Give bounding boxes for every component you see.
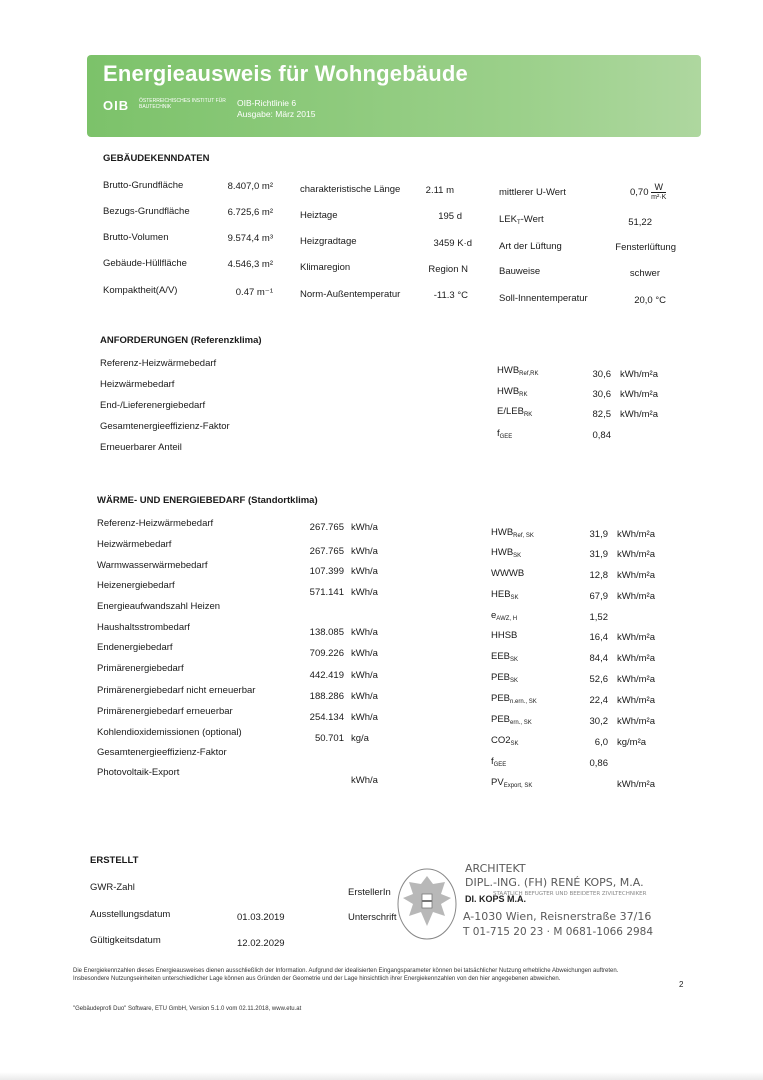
waerme-row-value: 442.419 — [309, 670, 344, 681]
kennwert-value: 84,4 — [589, 653, 608, 664]
kennwert-symbol: $PEB_{n.ern., SK}$ — [491, 693, 537, 705]
kennwert-symbol: $HWB_{RK}$ — [497, 386, 528, 398]
waerme-row-label: Primärenergiebedarf erneuerbar — [97, 706, 233, 717]
kenndaten-value: 20,0 °C — [634, 295, 666, 306]
kennwert-value: 31,9 — [589, 529, 608, 540]
kenndaten-value: 6.725,6 m² — [227, 207, 273, 218]
kenndaten-value: 3459 K·d — [433, 238, 472, 249]
stamp-line: STAATLICH BEFUGTER UND BEEIDETER ZIVILTECHNIKER — [493, 891, 647, 897]
waerme-row-label: Energieaufwandszahl Heizen — [97, 601, 221, 612]
lek-label: $LEK_T$-Wert — [499, 214, 544, 226]
stamp-line: T 01-715 20 23 · M 0681-1066 2984 — [463, 926, 654, 938]
kenndaten-value: 0,70 — [630, 187, 649, 199]
kenndaten-label: Gebäude-Hüllfläche — [103, 258, 187, 269]
u-wert-unit — [651, 183, 666, 202]
waerme-row-unit: kWh/a — [351, 775, 378, 786]
u-wert-value — [630, 183, 666, 202]
kennwert-unit: kWh/m²a — [620, 409, 658, 420]
kenndaten-label: Klimaregion — [300, 262, 351, 273]
kennwert-unit: kWh/m²a — [617, 653, 655, 664]
kenndaten-label: Norm-Außentemperatur — [300, 289, 401, 300]
kennwert-symbol: $PEB_{SK}$ — [491, 672, 519, 684]
kenndaten-label: Heizgradtage — [300, 236, 357, 247]
waerme-row-unit: kWh/a — [351, 546, 378, 557]
waerme-row-label: Endenergiebedarf — [97, 642, 173, 653]
kennwert-unit: kg/m²a — [617, 737, 647, 748]
waerme-row-unit: kWh/a — [351, 691, 378, 702]
disclaimer-text: Die Energiekennzahlen dieses Energieausweises dienen ausschließlich der Information. Aufgrund der idealisierten Eingangsparameter können bei tatsächlicher Nutzung erhebliche Abweichungen auftreten. Insbesondere Nutzungseinheiten unterschiedlicher Lage können aus Gründen der Geometrie und der Lage hinsichtlich ihrer Energiekennzahlen von den hier angegebenen abweichen. — [73, 968, 619, 982]
waerme-row-value: 50.701 — [314, 733, 344, 744]
kennwert-symbol: $EEB_{SK}$ — [491, 651, 519, 663]
eagle-coat-of-arms-icon — [395, 864, 459, 942]
u-wert-unit-den: m²·K — [651, 194, 667, 201]
kenndaten-label: Brutto-Volumen — [103, 232, 169, 243]
anforderung-label: Heizwärmebedarf — [100, 379, 175, 390]
waerme-row-label: Primärenergiebedarf nicht erneuerbar — [97, 685, 256, 696]
waerme-row-label: Referenz-Heizwärmebedarf — [97, 518, 214, 529]
stamp-line: DIPL.-ING. (FH) RENÉ KOPS, M.A. — [465, 876, 644, 889]
kenndaten-value: -11.3 °C — [433, 290, 468, 301]
kennwert-unit: kWh/m²a — [617, 695, 655, 706]
kennwert-value: 16,4 — [589, 632, 608, 643]
richtlinie-text: OIB-Richtlinie 6 — [237, 98, 297, 108]
section-heading-kenndaten: GEBÄUDEKENNDATEN — [103, 153, 210, 164]
waerme-row-value: 571.141 — [309, 587, 344, 598]
kenndaten-value: schwer — [629, 268, 660, 279]
kennwert-unit: kWh/m²a — [617, 570, 655, 581]
waerme-row-label: Haushaltsstrombedarf — [97, 622, 190, 633]
anforderung-label: Referenz-Heizwärmebedarf — [100, 358, 217, 369]
waerme-row-value: 188.286 — [309, 691, 344, 702]
kennwert-unit: kWh/m²a — [620, 369, 658, 380]
header-banner — [87, 55, 701, 137]
kenndaten-label: charakteristische Länge — [300, 184, 401, 195]
anforderung-label: Erneuerbarer Anteil — [100, 442, 182, 453]
kennwert-symbol: $HWB_{Ref, SK}$ — [491, 527, 534, 539]
kenndaten-label: Bauweise — [499, 266, 541, 277]
section-heading-waerme: WÄRME- UND ENERGIEBEDARF (Standortklima) — [97, 495, 318, 506]
waerme-row-unit: kWh/a — [351, 627, 378, 638]
kennwert-unit: kWh/m²a — [617, 674, 655, 685]
kenndaten-label: Brutto-Grundfläche — [103, 180, 184, 191]
header-meta — [237, 98, 315, 120]
kennwert-unit: kWh/m²a — [620, 389, 658, 400]
kenndaten-label: Heiztage — [300, 210, 338, 221]
kenndaten-label: mittlerer U-Wert — [499, 187, 566, 198]
waerme-row-value: 267.765 — [309, 522, 344, 533]
kennwert-value: 0,86 — [589, 758, 608, 769]
waerme-row-unit: kWh/a — [351, 522, 378, 533]
kennwert-symbol: $PV_{Export, SK}$ — [491, 777, 533, 789]
software-note: "Gebäudeprofi Duo" Software, ETU GmbH, Version 5.1.0 vom 02.11.2018, www.etu.at — [73, 1006, 302, 1012]
gwr-label: GWR-Zahl — [90, 882, 135, 893]
kennwert-symbol: $E/LEB_{RK}$ — [497, 406, 533, 418]
kennwert-value: 30,2 — [589, 716, 608, 727]
kennwert-unit: kWh/m²a — [617, 529, 655, 540]
waerme-row-value: 709.226 — [309, 648, 344, 659]
oib-logo-mark: OIB — [103, 98, 130, 113]
kennwert-value: 31,9 — [589, 549, 608, 560]
kennwert-symbol: $f_{GEE}$ — [497, 428, 513, 440]
kenndaten-label: Kompaktheit(A/V) — [103, 285, 178, 296]
kennwert-value: 67,9 — [589, 591, 608, 602]
kenndaten-value: Region N — [428, 264, 468, 275]
kennwert-unit: kWh/m²a — [617, 716, 655, 727]
anforderung-label: Gesamtenergieeffizienz-Faktor — [100, 421, 230, 432]
waerme-row-label: Warmwasserwärmebedarf — [97, 560, 208, 571]
kenndaten-value: 2.11 m — [425, 185, 454, 196]
erstellerin-value: DI. KOPS M.A. — [465, 894, 527, 904]
kennwert-value: 52,6 — [589, 674, 608, 685]
oib-logo-text: ÖSTERREICHISCHES INSTITUT FÜR BAUTECHNIK — [139, 98, 226, 110]
kennwert-unit: kWh/m²a — [617, 632, 655, 643]
kennwert-value: 30,6 — [592, 369, 611, 380]
section-heading-erstellt: ERSTELLT — [90, 855, 139, 866]
kennwert-symbol: $PEB_{ern., SK}$ — [491, 714, 532, 726]
kennwert-unit: kWh/m²a — [617, 591, 655, 602]
ausstellungsdatum-value: 01.03.2019 — [237, 912, 285, 923]
kennwert-value: 1,52 — [589, 612, 608, 623]
kenndaten-value: 8.407,0 m² — [227, 181, 273, 192]
erstellerin-label: ErstellerIn — [348, 887, 391, 898]
kennwert-symbol: WWWB — [491, 568, 525, 579]
kenndaten-value: 4.546,3 m² — [227, 259, 273, 270]
waerme-row-label: Gesamtenergieeffizienz-Faktor — [97, 747, 227, 758]
kennwert-value: 0,84 — [592, 430, 611, 441]
page-number: 2 — [679, 980, 684, 989]
kenndaten-value: 9.574,4 m³ — [227, 233, 273, 244]
kenndaten-label: Soll-Innentemperatur — [499, 293, 588, 304]
kennwert-unit: kWh/m²a — [617, 549, 655, 560]
waerme-row-label: Heizwärmebedarf — [97, 539, 172, 550]
ausstellungsdatum-label: Ausstellungsdatum — [90, 909, 171, 920]
kenndaten-value: 195 d — [438, 211, 462, 222]
kennwert-symbol: $HWB_{Ref,RK}$ — [497, 365, 539, 377]
kennwert-symbol: $f_{GEE}$ — [491, 756, 507, 768]
oib-logo — [103, 97, 226, 115]
unterschrift-label: Unterschrift — [348, 912, 397, 923]
kennwert-symbol: HHSB — [491, 630, 518, 641]
stamp-line: ARCHITEKT — [465, 862, 526, 875]
kennwert-symbol: $CO2_{SK}$ — [491, 735, 519, 747]
kenndaten-value: 51,22 — [628, 217, 652, 228]
waerme-row-unit: kg/a — [351, 733, 369, 744]
waerme-row-unit: kWh/a — [351, 670, 378, 681]
waerme-row-label: Photovoltaik-Export — [97, 767, 180, 778]
kennwert-value: 82,5 — [592, 409, 611, 420]
waerme-row-label: Primärenergiebedarf — [97, 663, 184, 674]
kennwert-unit: kWh/m²a — [617, 779, 655, 790]
kenndaten-value: 0.47 m⁻¹ — [235, 287, 273, 298]
stamp-line: A-1030 Wien, Reisnerstraße 37/16 — [463, 910, 652, 923]
kennwert-symbol: $HWB_{SK}$ — [491, 547, 522, 559]
scan-edge — [0, 1072, 763, 1080]
kennwert-value: 22,4 — [589, 695, 608, 706]
architect-stamp — [395, 858, 695, 948]
anforderung-label: End-/Lieferenergiebedarf — [100, 400, 206, 411]
waerme-row-unit: kWh/a — [351, 712, 378, 723]
waerme-row-value: 107.399 — [309, 566, 344, 577]
waerme-row-label: Kohlendioxidemissionen (optional) — [97, 727, 242, 738]
kenndaten-label: Bezugs-Grundfläche — [103, 206, 190, 217]
waerme-row-value: 138.085 — [309, 627, 344, 638]
document-title: Energieausweis für Wohngebäude — [103, 61, 468, 86]
kennwert-value: 30,6 — [592, 389, 611, 400]
kennwert-value: 6,0 — [594, 737, 608, 748]
gueltigkeitsdatum-label: Gültigkeitsdatum — [90, 935, 161, 946]
gueltigkeitsdatum-value: 12.02.2029 — [237, 938, 285, 949]
u-wert-unit-num: W — [651, 183, 666, 193]
waerme-row-label: Heizenergiebedarf — [97, 580, 175, 591]
ausgabe-text: Ausgabe: März 2015 — [237, 109, 316, 119]
kennwert-symbol: $e_{AWZ, H}$ — [491, 610, 518, 622]
kenndaten-value: Fensterlüftung — [615, 242, 676, 253]
kenndaten-label: Art der Lüftung — [499, 241, 562, 252]
kennwert-symbol: $HEB_{SK}$ — [491, 589, 519, 601]
waerme-row-value: 254.134 — [309, 712, 344, 723]
waerme-row-value: 267.765 — [309, 546, 344, 557]
kennwert-value: 12,8 — [589, 570, 608, 581]
waerme-row-unit: kWh/a — [351, 587, 378, 598]
waerme-row-unit: kWh/a — [351, 566, 378, 577]
waerme-row-unit: kWh/a — [351, 648, 378, 659]
section-heading-anforderungen: ANFORDERUNGEN (Referenzklima) — [100, 335, 262, 346]
